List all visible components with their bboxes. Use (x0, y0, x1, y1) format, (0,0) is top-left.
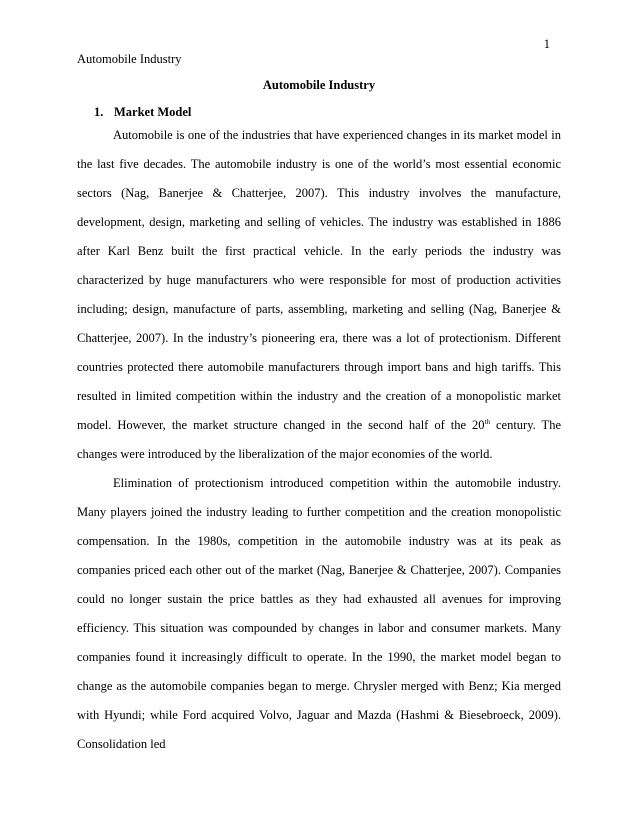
section-number: 1. (94, 105, 104, 119)
ordinal-superscript: th (484, 417, 490, 426)
paragraph-2: Elimination of protectionism introduced competition within the automobile industry. Many players joined the industry leading to further competition and the creation monopolistic compensation. In the 1980s, competition in the automobile industry was at its peak as companies priced each other out of the market (Nag, Banerjee & Chatterjee, 2007). Companies could no longer sustain the price battles as they had exhausted all avenues for improving efficiency. This situation was compounded by changes in labor and consumer markets. Many companies found it increasingly difficult to operate. In the 1990, the market model began to change as the automobile companies began to merge. Chrysler merged with Benz; Kia merged with Hyundi; while Ford acquired Volvo, Jaguar and Mazda (Hashmi & Biesebroeck, 2009). Consolidation led (77, 476, 561, 751)
running-head: Automobile Industry (77, 52, 182, 66)
page-number: 1 (543, 37, 550, 51)
document-title (0, 78, 638, 93)
document-title-text: Automobile Industry (262, 78, 376, 92)
paragraph-1-text-a: Automobile is one of the industries that have experienced changes in its market model in the last five decades. The automobile industry is one of the world’s most essential economic sectors (Nag, Banerjee & Chatterjee, 2007). This industry involves the manufacture, development, design, marketing and selling of vehicles. The industry was established in 1886 after Karl Benz built the first practical vehicle. In the early periods the industry was characterized by huge manufacturers who were responsible for most of production activities including; design, manufacture of parts, assembling, marketing and selling (Nag, Banerjee & Chatterjee, 2007). In the industry’s pioneering era, there was a lot of protectionism. Different countries protected there automobile manufacturers through import bans and high tariffs. This resulted in limited competition within the industry and the creation of a monopolistic market model. However, the market structure changed in the second half of the 20 (77, 128, 561, 432)
body-text (77, 121, 561, 759)
paragraph-1-text-b: century. The changes were introduced by the liberalization of the major economies of the world. (77, 418, 561, 461)
section-heading-text: Market Model (114, 105, 192, 119)
section-heading (94, 105, 191, 120)
paragraph-1 (77, 121, 561, 469)
